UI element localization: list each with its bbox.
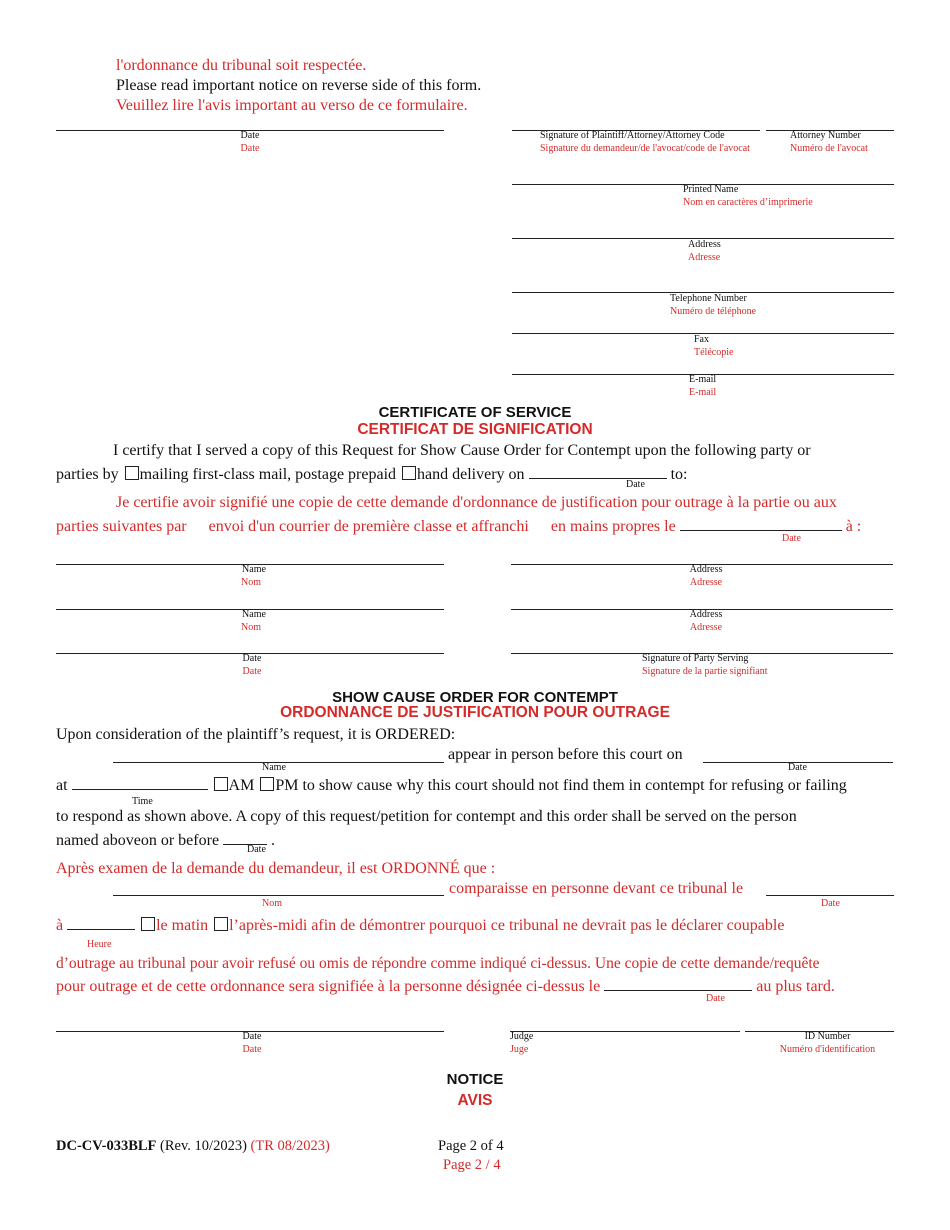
delivery-date-field[interactable] [529,463,667,479]
service-date-caption-en: Date [242,653,262,664]
matin-checkbox[interactable] [141,917,155,931]
order-en-serve-date-field[interactable] [223,829,267,845]
order-en-before-text: named aboveon or before [56,832,220,849]
order-fr-before-text: pour outrage et de cette ordonnance sera signifiée à la personne désignée ci-dessus le [56,978,601,995]
fr-to-text: à : [845,518,862,535]
order-fr-date-field[interactable] [766,895,894,896]
pm-label: PM to show cause why this court should not find them in contempt for refusing or failing [275,777,847,794]
order-fr-au-plus-tard: au plus tard. [756,978,835,995]
id-number-caption-fr: Numéro d'identification [779,1044,876,1055]
form-id: DC-CV-033BLF [56,1138,157,1154]
order-fr-serve-date-field[interactable] [604,975,752,991]
top-line-en: Please read important notice on reverse side of this form. [116,77,482,94]
apres-midi-label: l’après-midi afin de démontrer pourquoi ce tribunal ne devrait pas le déclarer coupable [229,917,785,934]
judge-date-caption-en: Date [242,1031,262,1042]
fr-hand-delivery-label: en mains propres le [550,518,676,535]
order-en-appear: appear in person before this court on [448,746,683,763]
order-fr-intro: Après examen de la demande du demandeur, il est ORDONNÉ que : [56,860,496,877]
name-caption-en-1: Name [242,564,266,575]
certificate-fr-line1: Je certifie avoir signifié une copie de cette demande d'ordonnance de justification pour outrage à la partie ou aux [116,494,837,511]
printed-name-caption-en: Printed Name [683,184,739,195]
email-caption-fr: E-mail [689,387,717,398]
order-en-time-caption: Time [132,796,153,807]
order-en-line4 [56,829,275,850]
am-label: AM [228,777,255,794]
fax-caption-fr: Télécopie [694,347,734,358]
address-caption-en-2: Address [689,609,723,620]
pm-checkbox[interactable] [260,777,274,791]
certificate-en-line2 [56,463,687,484]
order-en-line2 [56,774,847,795]
order-fr-name-caption: Nom [262,898,282,909]
name-caption-fr-1: Nom [241,577,261,588]
notice-title-fr: AVIS [457,1092,493,1109]
name-caption-fr-2: Nom [241,622,261,633]
judge-caption-en: Judge [510,1031,534,1042]
certificate-fr-line2 [56,515,861,536]
order-fr-time-field[interactable] [67,914,135,930]
certificate-title-en: CERTIFICATE OF SERVICE [378,404,572,421]
name-caption-en-2: Name [242,609,266,620]
footer-form-id [56,1138,330,1155]
fr-mail-option-label: envoi d'un courrier de première classe et affranchi [208,518,529,535]
matin-label: le matin [156,917,209,934]
date-caption-en: Date [240,130,260,141]
order-fr-serve-date-caption: Date [706,993,725,1004]
address-caption-fr-2: Adresse [689,622,723,633]
id-number-caption-en: ID Number [804,1031,851,1042]
order-en-line3: to respond as shown above. A copy of this request/petition for contempt and this order shall be served on the person [56,808,797,825]
page-number-fr: Page 2 / 4 [443,1157,501,1173]
top-line-fr1: l'ordonnance du tribunal soit respectée. [116,57,367,74]
mail-checkbox[interactable] [125,466,139,480]
attorney-number-caption-fr: Numéro de l'avocat [790,143,868,154]
delivery-date-caption: Date [626,479,645,490]
order-en-period: . [271,832,276,849]
order-fr-line3: d’outrage au tribunal pour avoir refusé ou omis de répondre comme indiqué ci-dessus. Une copie de cette demande/requête [56,955,820,972]
email-caption-en: E-mail [689,374,717,385]
order-en-intro: Upon consideration of the plaintiff’s request, it is ORDERED: [56,726,456,743]
order-en-time-field[interactable] [72,774,208,790]
printed-name-caption-fr: Nom en caractères d’imprimerie [683,197,813,208]
order-en-serve-date-caption: Date [247,844,266,855]
signature-caption-fr: Signature du demandeur/de l'avocat/code de l'avocat [540,143,750,154]
page-number-en: Page 2 of 4 [438,1138,504,1154]
judge-signature-line[interactable] [510,1031,740,1032]
address-caption-en: Address [688,239,721,250]
top-line-fr2: Veuillez lire l'avis important au verso de ce formulaire. [116,97,468,114]
certificate-title-fr: CERTIFICAT DE SIGNIFICATION [357,421,593,438]
parties-par-text: parties suivantes par [56,518,187,535]
order-en-name-caption: Name [262,762,286,773]
order-fr-appear: comparaisse en personne devant ce tribunal le [449,880,744,897]
am-checkbox[interactable] [214,777,228,791]
order-fr-line2 [56,914,784,935]
address-caption-fr: Adresse [688,252,721,263]
signature-caption-en: Signature of Plaintiff/Attorney/Attorney Code [540,130,725,141]
telephone-caption-en: Telephone Number [670,293,747,304]
attorney-number-caption-en: Attorney Number [790,130,861,141]
order-en-at: at [56,777,68,794]
party-serving-caption-fr: Signature de la partie signifiant [642,666,768,677]
fax-caption-en: Fax [694,334,709,345]
order-fr-a: à [56,917,64,934]
order-fr-date-caption: Date [821,898,840,909]
form-tr: (TR 08/2023) [250,1138,330,1154]
mail-option-label: mailing first-class mail, postage prepaid [139,466,397,483]
judge-date-caption-fr: Date [242,1044,262,1055]
telephone-caption-fr: Numéro de téléphone [670,306,757,317]
hand-delivery-checkbox[interactable] [402,466,416,480]
apres-midi-checkbox[interactable] [214,917,228,931]
order-title-en: SHOW CAUSE ORDER FOR CONTEMPT [332,689,618,706]
order-fr-name-field[interactable] [113,895,444,896]
date-caption-fr: Date [240,143,260,154]
party-serving-caption-en: Signature of Party Serving [642,653,749,664]
order-title-fr: ORDONNANCE DE JUSTIFICATION POUR OUTRAGE [280,704,670,721]
order-en-date-caption: Date [788,762,807,773]
fr-delivery-date-field[interactable] [680,515,842,531]
to-text: to: [670,466,688,483]
certificate-en-line1: I certify that I served a copy of this Request for Show Cause Order for Contempt upon the following party or [113,442,811,459]
address-caption-fr-1: Adresse [689,577,723,588]
hand-delivery-label: hand delivery on [417,466,525,483]
service-date-caption-fr: Date [242,666,262,677]
fr-delivery-date-caption: Date [782,533,801,544]
address-caption-en-1: Address [689,564,723,575]
parties-by-text: parties by [56,466,119,483]
notice-title-en: NOTICE [446,1071,504,1088]
order-fr-time-caption: Heure [87,939,112,950]
judge-caption-fr: Juge [510,1044,529,1055]
form-rev: (Rev. 10/2023) [160,1138,247,1154]
